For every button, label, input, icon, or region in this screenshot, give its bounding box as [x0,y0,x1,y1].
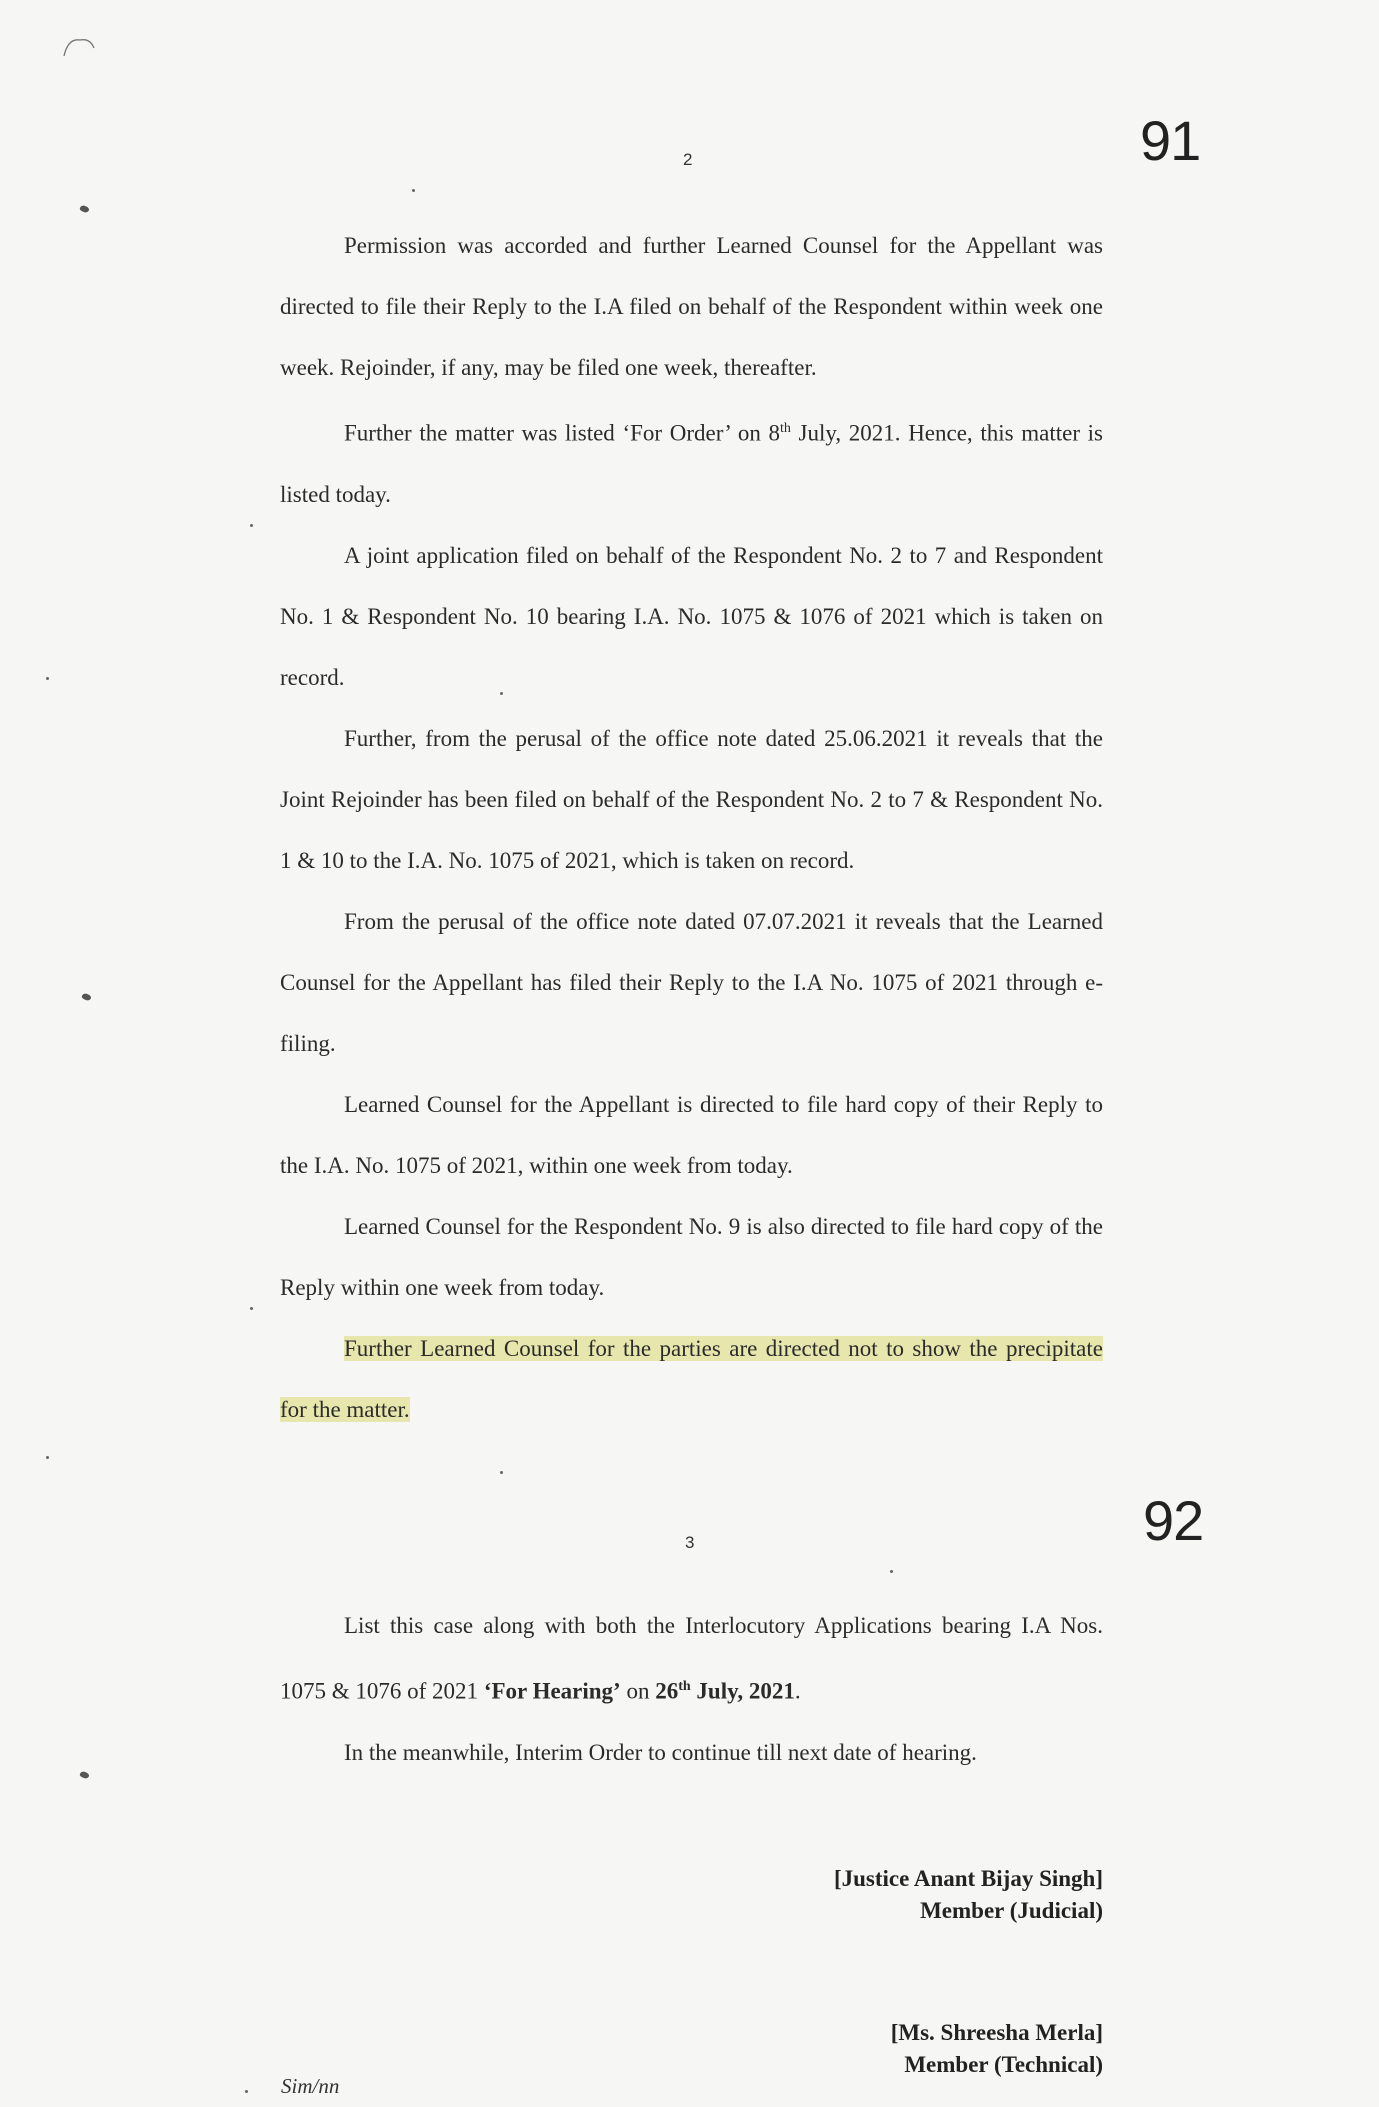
paragraph-listed-text-before: Further the matter was listed ‘For Order’ on 8 [344,420,780,446]
scan-dot [46,1456,49,1459]
paragraph-joint-rejoinder: Further, from the perusal of the office note dated 25.06.2021 it reveals that the Joint Rejoinder has been filed on behalf of the Respondent No. 2 to 7 & Respondent No. 1 & 10 to the I.A. No. 1075 of 2021, which is taken on record. [280,725,1103,873]
signature-block-judicial [834,1863,1103,1927]
scan-dot [500,1471,503,1474]
list-text-before: List this case along with both the Interlocutory Applications bearing I.A Nos. 1075 & 1076 of 2021 [280,1613,1103,1704]
scan-speck [79,204,90,213]
order-body-section-one [280,215,1103,1440]
paragraph-permission: Permission was accorded and further Learned Counsel for the Appellant was directed to file their Reply to the I.A filed on behalf of the Respondent within week one week. Rejoinder, if any, may be filed one week, thereafter. [280,233,1103,380]
signature-block-technical [891,2017,1103,2081]
scan-dot [500,692,503,695]
signatory-title: Member (Judicial) [920,1898,1103,1923]
highlighted-text: Further Learned Counsel for the parties are directed not to show the precipitate for the matter. [280,1335,1103,1422]
list-text-after: . [794,1678,801,1704]
paragraph-interim-order: In the meanwhile, Interim Order to continue till next date of hearing. [344,1739,977,1765]
scan-dot [245,2090,248,2093]
signatory-name: [Justice Anant Bijay Singh] [833,1866,1103,1891]
signatory-name: [Ms. Shreesha Merla] [890,2020,1103,2045]
stamp-page-number-bottom: 92 [1143,1489,1204,1552]
hearing-date-day: 26 [655,1678,679,1704]
scan-dot [412,189,415,192]
page-number-top: 2 [683,150,693,169]
paragraph-listed-for-order [280,398,1103,525]
typist-code: Sim/nn [281,2074,340,2098]
paragraph-appellant-hard-copy: Learned Counsel for the Appellant is directed to file hard copy of their Reply to the I.A. No. 1075 of 2021, within one week from today. [280,1091,1103,1178]
scan-speck [79,1770,90,1779]
scan-dot [890,1570,893,1573]
paragraph-listed-text-after: July, 2021. Hence, this matter is listed today. [280,420,1103,507]
page-number-bottom: 3 [685,1533,695,1552]
scan-dot [250,524,253,527]
for-hearing-phrase: ‘For Hearing’ [483,1678,621,1704]
signatory-title: Member (Technical) [904,2052,1103,2077]
scan-speck [81,992,92,1001]
paragraph-list-for-hearing [280,1595,1103,1722]
stamp-page-number-top: 91 [1140,109,1201,172]
hearing-date-sup: th [678,1679,691,1694]
list-text-middle: on [620,1678,656,1704]
paragraph-office-note-reply: From the perusal of the office note dated 07.07.2021 it reveals that the Learned Counsel for the Appellant has filed their Reply to the I.A No. 1075 of 2021 through e-filing. [280,908,1103,1056]
hearing-date-rest: July, 2021 [690,1678,795,1704]
paragraph-respondent-hard-copy: Learned Counsel for the Respondent No. 9 is also directed to file hard copy of the Reply within one week from today. [280,1213,1103,1300]
order-body-section-two [280,1595,1103,1783]
paragraph-joint-application: A joint application filed on behalf of the Respondent No. 2 to 7 and Respondent No. 1 & Respondent No. 10 bearing I.A. No. 1075 & 1076 of 2021 which is taken on record. [280,542,1103,690]
scan-dot [250,1307,253,1310]
paragraph-listed-sup: th [779,421,791,436]
paragraph-highlighted-direction [280,1318,1103,1440]
scan-dot [46,677,49,680]
corner-pen-mark [60,34,100,60]
